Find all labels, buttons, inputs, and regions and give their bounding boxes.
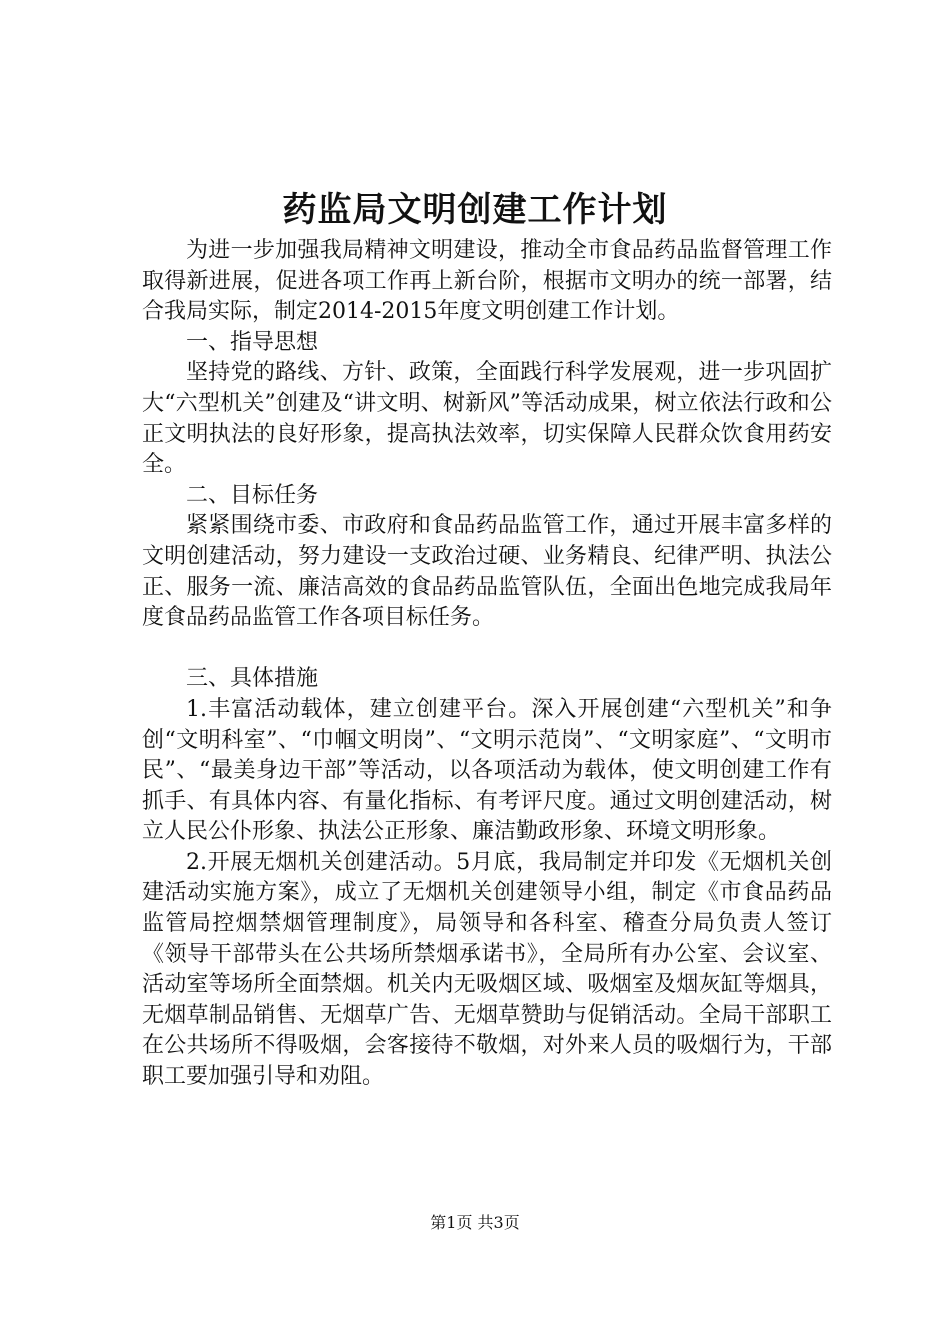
goals-paragraph: 紧紧围绕市委、市政府和食品药品监管工作，通过开展丰富多样的文明创建活动，努力建设一支政治过硬、业务精良、纪律严明、执法公正、服务一流、廉洁高效的食品药品监管队伍，全面出色地完成我局年度食品药品监管工作各项目标任务。 bbox=[142, 513, 832, 631]
section-heading-measures: 三、具体措施 bbox=[186, 666, 319, 692]
document-body bbox=[142, 236, 832, 1093]
guiding-ideology-paragraph: 坚持党的路线、方针、政策，全面践行科学发展观，进一步巩固扩大“六型机关”创建及“讲文明、树新风”等活动成果，树立依法行政和公正文明执法的良好形象，提高执法效率，切实保障人民群众饮食用药安全。 bbox=[142, 360, 832, 478]
paragraph-spacer bbox=[142, 634, 832, 665]
document-title: 药监局文明创建工作计划 bbox=[282, 190, 668, 230]
measure-item-1: 1.丰富活动载体，建立创建平台。深入开展创建“六型机关”和争创“文明科室”、“巾帼文明岗”、“文明示范岗”、“文明家庭”、“文明市民”、“最美身边干部”等活动，以各项活动为载体，使文明创建工作有抓手、有具体内容、有量化指标、有考评尺度。通过文明创建活动，树立人民公仆形象、执法公正形象、廉洁勤政形象、环境文明形象。 bbox=[142, 696, 832, 845]
section-heading-goals: 二、目标任务 bbox=[186, 482, 319, 508]
intro-paragraph: 为进一步加强我局精神文明建设，推动全市食品药品监督管理工作取得新进展，促进各项工作再上新台阶，根据市文明办的统一部署，结合我局实际，制定2014-2015年度文明创建工作计划。 bbox=[142, 238, 832, 325]
measure-item-2: 2.开展无烟机关创建活动。5月底，我局制定并印发《无烟机关创建活动实施方案》，成立了无烟机关创建领导小组，制定《市食品药品监管局控烟禁烟管理制度》，局领导和各科室、稽查分局负责人签订《领导干部带头在公共场所禁烟承诺书》，全局所有办公室、会议室、活动室等场所全面禁烟。机关内无吸烟区域、吸烟室及烟灰缸等烟具，无烟草制品销售、无烟草广告、无烟草赞助与促销活动。全局干部职工在公共场所不得吸烟，会客接待不敬烟，对外来人员的吸烟行为，干部职工要加强引导和劝阻。 bbox=[142, 849, 832, 1090]
page-footer: 第1页 共3页 bbox=[430, 1213, 520, 1232]
section-heading-guiding-ideology: 一、指导思想 bbox=[186, 329, 319, 355]
